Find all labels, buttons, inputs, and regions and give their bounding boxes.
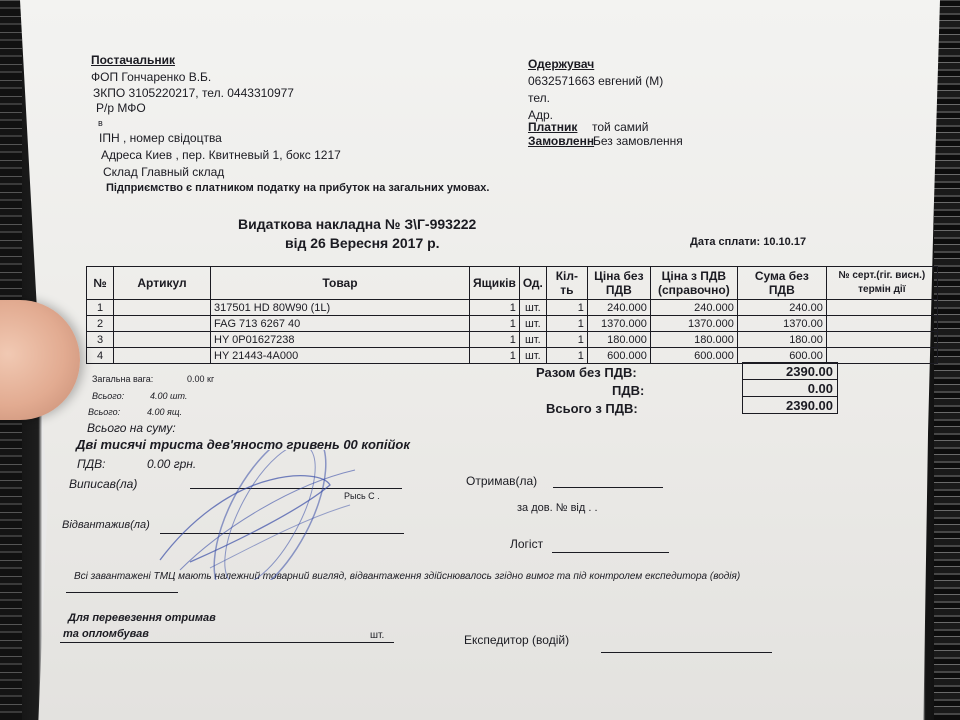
vat-value: 0.00 [743,380,838,397]
issued-name: Рысь С . [344,491,380,501]
col-cert: № серт.(гіг. висн.) термін дії [826,267,937,300]
supplier-name: ФОП Гончаренко В.Б. [91,70,212,84]
logist-label: Логіст [510,537,544,551]
supplier-zkpo: ЗКПО 3105220217, тел. 0443310977 [93,86,294,100]
cell-price-vat: 180.000 [650,332,737,348]
cell-unit: шт. [519,348,546,364]
shipped-label: Відвантажив(ла) [62,519,150,531]
cell-boxes: 1 [470,332,520,348]
cell-qty: 1 [546,348,587,364]
cell-sum: 240.00 [737,300,826,316]
cell-article [114,316,211,332]
supplier-bank: в [98,118,103,128]
cell-price: 240.000 [587,300,650,316]
cell-article [114,348,211,364]
recipient-address: Адр. [528,108,554,122]
payer-value: той самий [592,120,649,134]
col-sum: Сума без ПДВ [737,267,826,300]
total-no-vat-value: 2390.00 [743,363,838,380]
payment-date: Дата сплати: 10.10.17 [690,236,807,248]
cell-product: HY 21443-4A000 [211,348,470,364]
col-article: Артикул [114,267,211,300]
cell-unit: шт. [519,316,546,332]
issued-label: Виписав(ла) [69,477,138,491]
invoice-date: від 26 Вересня 2017 р. [285,235,440,251]
power-of-attorney: за дов. № від . . [517,502,598,514]
cell-qty: 1 [546,332,587,348]
sum-vat-value: 0.00 грн. [147,457,197,471]
table-row [87,316,938,332]
cell-number: 3 [87,332,114,348]
supplier-account: Р/р МФО [96,101,146,115]
cell-price-vat: 600.000 [650,348,737,364]
forwarder-label: Експедитор (водій) [464,633,570,647]
cell-product: FAG 713 6267 40 [211,316,470,332]
transport-label-1: Для перевезення отримав [68,612,216,624]
cell-cert [826,332,937,348]
table-row [87,300,938,316]
col-price: Ціна без ПДВ [587,267,650,300]
cell-unit: шт. [519,300,546,316]
total-pcs: 4.00 шт. [150,391,188,401]
company-stamp [150,450,390,580]
transport-line [60,642,394,643]
col-qty: Кіл-ть [546,267,587,300]
totals-table [742,362,838,414]
disclaimer: Всі завантажені ТМЦ мають належний товарний вигляд, відвантаження здійснювалось згідно вимог та під контролем експедитора (водія) [74,571,741,582]
cell-number: 1 [87,300,114,316]
total-no-vat-label: Разом без ПДВ: [536,365,637,380]
logist-signature-line [552,552,669,553]
sum-in-words: Дві тисячі триста дев'яносто гривень 00 копійок [76,437,410,452]
transport-label-2: та опломбував [63,628,149,640]
weight-value: 0.00 кг [187,374,215,384]
sum-label: Всього на суму: [87,421,176,435]
table-row [87,332,938,348]
cell-sum: 180.00 [737,332,826,348]
col-number: № [87,267,114,300]
col-boxes: Ящиків [470,267,520,300]
total-boxes: 4.00 ящ. [147,407,182,417]
supplier-heading: Постачальник [91,53,175,67]
cell-number: 4 [87,348,114,364]
total-with-vat-value: 2390.00 [743,397,838,414]
cell-product: 317501 HD 80W90 (1L) [211,300,470,316]
disclaimer-line [66,592,178,593]
recipient-heading: Одержувач [528,57,595,71]
supplier-warehouse: Склад Главный склад [103,165,225,179]
cell-number: 2 [87,316,114,332]
cell-boxes: 1 [470,316,520,332]
weight-label: Загальна вага: [92,374,154,384]
supplier-address: Адреса Киев , пер. Квитневый 1, бокс 1217 [101,148,341,162]
pcs-suffix: шт. [370,630,385,641]
payer-label: Платник [528,120,578,134]
supplier-ipn: ІПН , номер свідоцтва [99,131,222,145]
cell-unit: шт. [519,332,546,348]
cell-price-vat: 240.000 [650,300,737,316]
table-header-row [87,267,938,300]
forwarder-signature-line [601,652,772,653]
cell-price: 1370.000 [587,316,650,332]
vat-label: ПДВ: [612,383,645,398]
order-label: Замовленн [528,134,595,148]
cell-boxes: 1 [470,348,520,364]
dark-right-edge [934,0,960,720]
cell-product: HY 0P01627238 [211,332,470,348]
total-pcs-label: Всього: [92,391,125,401]
cell-cert [826,348,937,364]
received-signature-line [553,487,663,488]
order-value: Без замовлення [593,134,683,148]
cell-price: 600.000 [587,348,650,364]
items-table [86,266,938,364]
recipient-tel: тел. [528,91,550,105]
sum-vat-label: ПДВ: [77,457,106,471]
col-price-vat: Ціна з ПДВ (справочно) [650,267,737,300]
total-boxes-label: Всього: [88,407,121,417]
cell-price: 180.000 [587,332,650,348]
cell-qty: 1 [546,316,587,332]
cell-sum: 1370.00 [737,316,826,332]
cell-article [114,332,211,348]
recipient-phone-name: 0632571663 евгений (М) [528,74,664,88]
cell-cert [826,316,937,332]
received-label: Отримав(ла) [466,474,538,488]
cell-cert [826,300,937,316]
cell-boxes: 1 [470,300,520,316]
cell-qty: 1 [546,300,587,316]
col-product: Товар [211,267,470,300]
invoice-title: Видаткова накладна № З\Г-993222 [238,216,477,232]
cell-sum: 600.00 [737,348,826,364]
cell-article [114,300,211,316]
tax-note: Підприємство є платником податку на прибуток на загальних умовах. [106,182,490,194]
total-with-vat-label: Всього з ПДВ: [546,401,638,416]
col-unit: Од. [519,267,546,300]
cell-price-vat: 1370.000 [650,316,737,332]
